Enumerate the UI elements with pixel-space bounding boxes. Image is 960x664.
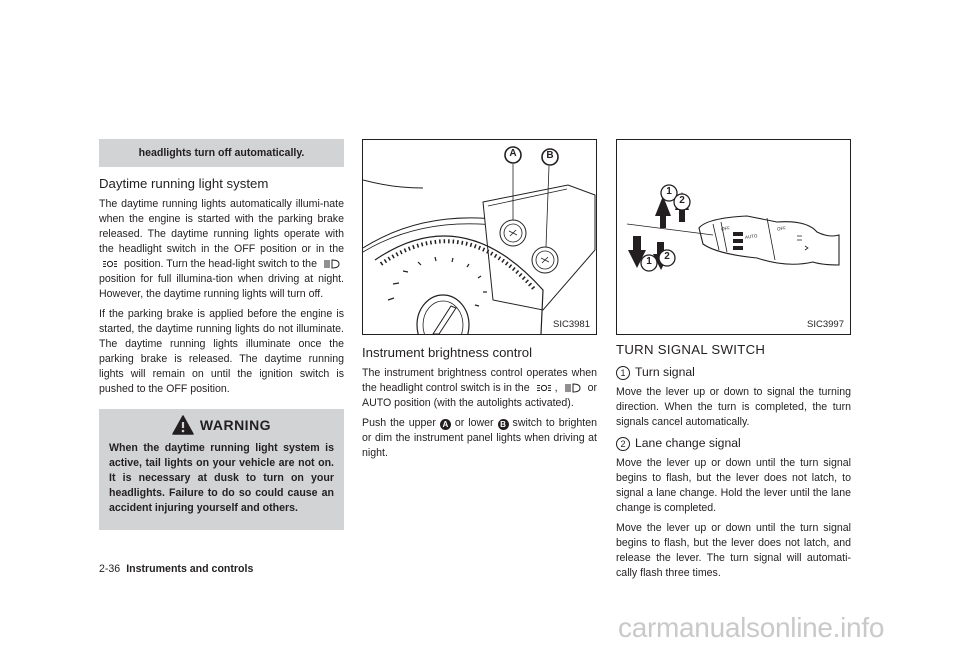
subheading-turn-signal (616, 364, 851, 381)
instrument-cluster-figure (362, 139, 597, 335)
item-number-badge: 1 (616, 366, 630, 380)
text: Push the upper (362, 417, 436, 429)
lever-label-off-2: OFF (776, 225, 787, 232)
lever-label-off: OFF (720, 225, 731, 232)
instrument-cluster-illustration (363, 140, 596, 334)
warning-text: When the daytime running light system is active, tail lights on your vehicle are not on. It is necessary at dusk to turn on your headlights. Failure to do so could cause an accident injuring yourself and others. (109, 442, 334, 514)
warning-header (109, 415, 334, 435)
headlight-icon (323, 259, 341, 269)
warning-title: WARNING (199, 416, 272, 433)
page-number: 2-36 (99, 563, 121, 575)
lever-label-auto: AUTO (744, 233, 758, 240)
left-column (99, 139, 344, 530)
callout-1-up: 1 (666, 186, 672, 197)
right-column (616, 341, 851, 586)
callout-b-inline: B (498, 419, 509, 430)
item-number-badge: 2 (616, 437, 630, 451)
section-heading-drl: Daytime running light system (99, 176, 269, 191)
paragraph (362, 366, 597, 411)
watermark: carmanualsonline.info (618, 612, 885, 643)
section-heading-brightness: Instrument brightness control (362, 345, 533, 360)
parking-light-icon (102, 259, 118, 269)
figure-code: SIC3997 (807, 319, 844, 330)
callout-2-up: 2 (679, 195, 685, 206)
headlight-icon (564, 383, 582, 393)
text: position for full illumina-tion when driving at night. However, the daytime running lights will turn off. (99, 273, 344, 300)
paragraph: If the parking brake is applied before the engine is started, the daytime running lights do not illuminate. The daytime running lights illuminate once the parking brake is released. The daytime running lights will remain on until the ignition switch is pushed to the OFF position. (99, 308, 344, 395)
text: or lower (454, 417, 494, 429)
figure-code: SIC3981 (553, 319, 590, 330)
text: The daytime running lights automatically illumi-nate when the engine is started with the parking brake released. The daytime running lights operate with the headlight switch in the OFF position or in the (99, 198, 344, 255)
parking-light-icon (536, 383, 552, 393)
callout-2-down: 2 (664, 251, 670, 262)
section-heading-turn-signal: TURN SIGNAL SWITCH (616, 342, 766, 357)
paragraph: Move the lever up or down to signal the turning direction. When the turn is completed, the turn signals cancel automatically. (616, 386, 851, 428)
text: , (554, 382, 558, 394)
continuation-box (99, 139, 344, 167)
callout-a: A (509, 148, 517, 159)
subheading-lane-change (616, 435, 851, 452)
callout-a-inline: A (440, 419, 451, 430)
text: or AUTO position (with the autolights activated). (362, 382, 598, 409)
warning-icon (172, 415, 194, 435)
paragraph (99, 197, 344, 302)
footer-section: Instruments and controls (126, 563, 254, 575)
warning-box (99, 409, 344, 530)
callout-1-down: 1 (646, 256, 652, 267)
paragraph: Move the lever up or down until the turn signal begins to flash, but the lever does not latch, to signal a lane change. Hold the lever until the lane change is completed. (616, 457, 851, 514)
turn-signal-figure (616, 139, 851, 335)
paragraph: Move the lever up or down until the turn signal begins to flash, but the lever does not latch, and release the lever. The turn signal will automati-cally flash three times. (616, 522, 851, 579)
subheading-text: Turn signal (635, 365, 695, 379)
subheading-text: Lane change signal (635, 436, 741, 450)
continuation-text: headlights turn off automatically. (138, 146, 305, 159)
callout-b: B (546, 150, 554, 161)
page-footer (99, 563, 253, 575)
text: The instrument brightness control operates when the headlight control switch is in the (362, 367, 597, 394)
middle-column (362, 344, 597, 466)
text: switch to brighten or dim the instrument panel lights when driving at night. (362, 417, 597, 459)
text: position. Turn the head-light switch to the (124, 258, 317, 270)
turn-signal-lever-illustration (617, 140, 850, 334)
paragraph (362, 416, 597, 461)
